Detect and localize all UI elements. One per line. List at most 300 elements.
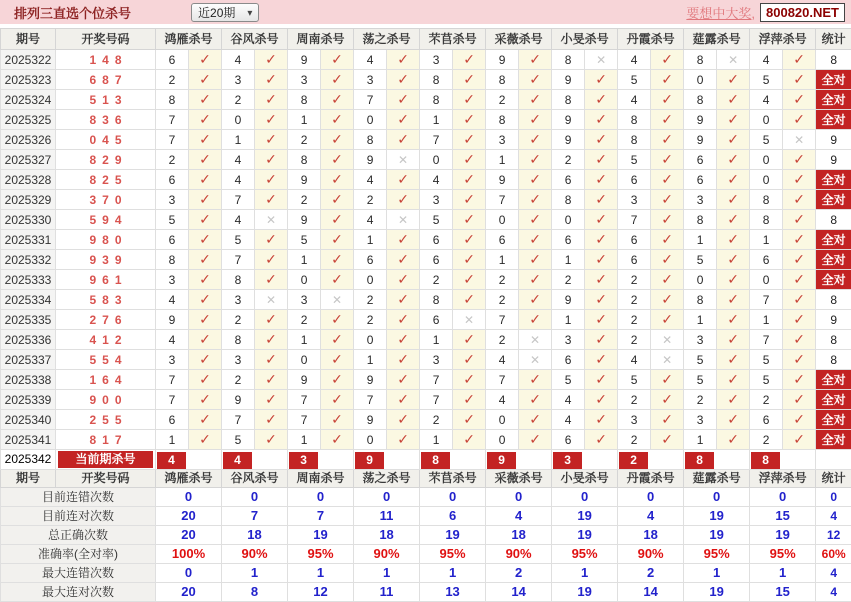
col-header-numbers: 开奖号码	[56, 29, 156, 50]
stat-count: 9	[816, 130, 851, 150]
check-icon: ✓	[595, 391, 607, 407]
mark-cell	[189, 130, 222, 150]
col-header-expert: 浮萍杀号	[750, 470, 816, 488]
current-kill-cell	[684, 450, 750, 470]
mark-cell	[585, 330, 618, 350]
stats-value: 90%	[618, 545, 684, 564]
kill-digit: 0	[750, 270, 783, 290]
mark-cell	[585, 430, 618, 450]
stat-count: 9	[816, 150, 851, 170]
check-icon: ✓	[661, 191, 673, 207]
mark-cell	[717, 330, 750, 350]
stats-row-label: 最大连错次数	[1, 564, 156, 583]
stats-value: 4	[618, 507, 684, 526]
col-header-numbers: 开奖号码	[56, 470, 156, 488]
range-select[interactable]	[191, 3, 259, 22]
mark-cell	[321, 230, 354, 250]
stats-value: 100%	[156, 545, 222, 564]
check-icon: ✓	[793, 71, 805, 87]
col-header-expert: 小旻杀号	[552, 29, 618, 50]
check-icon: ✓	[397, 51, 409, 67]
mark-cell	[255, 330, 288, 350]
range-select-value: 近20期	[198, 4, 235, 21]
check-icon: ✓	[661, 171, 673, 187]
kill-digit: 1	[156, 430, 189, 450]
check-icon: ✓	[199, 431, 211, 447]
kill-digit: 3	[156, 270, 189, 290]
current-kill-badge: 3	[553, 452, 582, 469]
cross-icon: ✕	[596, 53, 606, 67]
cross-icon: ✕	[662, 333, 672, 347]
current-kill-badge: 2	[619, 452, 648, 469]
check-icon: ✓	[727, 331, 739, 347]
check-icon: ✓	[595, 231, 607, 247]
mark-cell	[255, 430, 288, 450]
cross-icon: ✕	[464, 313, 474, 327]
winning-numbers: 554	[56, 350, 156, 370]
stats-value: 95%	[684, 545, 750, 564]
stats-value: 18	[222, 526, 288, 545]
mark-cell	[651, 330, 684, 350]
mark-cell	[387, 150, 420, 170]
mark-cell	[189, 370, 222, 390]
stats-value: 19	[684, 507, 750, 526]
check-icon: ✓	[793, 231, 805, 247]
col-header-expert: 芣苢杀号	[420, 29, 486, 50]
stats-value: 19	[684, 526, 750, 545]
kill-digit: 6	[156, 170, 189, 190]
kill-digit: 3	[618, 190, 651, 210]
mark-cell	[255, 390, 288, 410]
mark-cell	[189, 190, 222, 210]
period-cell: 2025341	[1, 430, 56, 450]
table-row	[1, 290, 851, 310]
mark-cell	[453, 130, 486, 150]
current-kill-badge: 4	[223, 452, 252, 469]
stats-value: 19	[552, 507, 618, 526]
kill-digit: 2	[420, 270, 453, 290]
mark-cell	[387, 70, 420, 90]
check-icon: ✓	[397, 71, 409, 87]
check-icon: ✓	[199, 111, 211, 127]
stats-value: 19	[684, 583, 750, 602]
stats-value: 12	[288, 583, 354, 602]
mark-cell	[717, 230, 750, 250]
check-icon: ✓	[331, 411, 343, 427]
cross-icon: ✕	[332, 293, 342, 307]
mark-cell	[453, 50, 486, 70]
kill-digit: 5	[618, 150, 651, 170]
kill-digit: 9	[552, 110, 585, 130]
check-icon: ✓	[529, 91, 541, 107]
check-icon: ✓	[397, 431, 409, 447]
cross-icon: ✕	[266, 213, 276, 227]
period-cell: 2025339	[1, 390, 56, 410]
kill-digit: 2	[750, 430, 783, 450]
mark-cell	[519, 90, 552, 110]
kill-digit: 1	[288, 330, 321, 350]
stats-total: 4	[816, 564, 851, 583]
kill-digit: 8	[750, 190, 783, 210]
kill-digit: 2	[618, 430, 651, 450]
stats-value: 90%	[222, 545, 288, 564]
stats-value: 6	[420, 507, 486, 526]
check-icon: ✓	[727, 431, 739, 447]
kill-digit: 3	[156, 190, 189, 210]
kill-digit: 7	[486, 190, 519, 210]
kill-digit: 2	[618, 390, 651, 410]
mark-cell	[651, 350, 684, 370]
stats-total: 4	[816, 507, 851, 526]
mark-cell	[783, 350, 816, 370]
col-header-expert: 丹霞杀号	[618, 470, 684, 488]
kill-digit: 9	[684, 130, 717, 150]
check-icon: ✓	[265, 231, 277, 247]
check-icon: ✓	[793, 191, 805, 207]
mark-cell	[453, 330, 486, 350]
mark-cell	[519, 290, 552, 310]
kill-digit: 1	[288, 430, 321, 450]
all-correct-badge: 全对	[816, 110, 851, 130]
kill-digit: 5	[618, 370, 651, 390]
kill-digit: 9	[222, 390, 255, 410]
all-correct-badge: 全对	[816, 230, 851, 250]
kill-digit: 7	[420, 130, 453, 150]
col-header-expert: 鸿雁杀号	[156, 470, 222, 488]
kill-digit: 9	[552, 70, 585, 90]
kill-digit: 9	[288, 50, 321, 70]
check-icon: ✓	[331, 371, 343, 387]
mark-cell	[519, 270, 552, 290]
mark-cell	[519, 390, 552, 410]
stats-row-label: 最大连对次数	[1, 583, 156, 602]
kill-digit: 5	[222, 430, 255, 450]
col-header-expert: 鸿雁杀号	[156, 29, 222, 50]
check-icon: ✓	[331, 111, 343, 127]
check-icon: ✓	[793, 291, 805, 307]
kill-digit: 6	[420, 230, 453, 250]
check-icon: ✓	[199, 131, 211, 147]
kill-digit: 1	[222, 130, 255, 150]
stats-value: 15	[750, 507, 816, 526]
promo-link[interactable]: 要想中大奖,	[686, 3, 755, 22]
kill-digit: 1	[552, 250, 585, 270]
check-icon: ✓	[595, 91, 607, 107]
check-icon: ✓	[199, 71, 211, 87]
mark-cell	[453, 250, 486, 270]
winning-numbers: 148	[56, 50, 156, 70]
mark-cell	[783, 130, 816, 150]
mark-cell	[321, 290, 354, 310]
kill-digit: 4	[552, 410, 585, 430]
mark-cell	[189, 50, 222, 70]
kill-digit: 7	[288, 390, 321, 410]
check-icon: ✓	[661, 371, 673, 387]
kill-digit: 6	[552, 430, 585, 450]
check-icon: ✓	[397, 411, 409, 427]
stats-value: 95%	[288, 545, 354, 564]
kill-digit: 8	[420, 290, 453, 310]
kill-digit: 8	[750, 210, 783, 230]
kill-digit: 8	[486, 110, 519, 130]
stats-value: 18	[618, 526, 684, 545]
cross-icon: ✕	[530, 333, 540, 347]
mark-cell	[585, 110, 618, 130]
col-header-expert: 谷风杀号	[222, 470, 288, 488]
kill-digit: 4	[354, 210, 387, 230]
check-icon: ✓	[331, 51, 343, 67]
winning-numbers: 961	[56, 270, 156, 290]
mark-cell	[387, 330, 420, 350]
mark-cell	[453, 190, 486, 210]
check-icon: ✓	[529, 391, 541, 407]
check-icon: ✓	[529, 411, 541, 427]
check-icon: ✓	[265, 131, 277, 147]
stat-count: 9	[816, 310, 851, 330]
check-icon: ✓	[793, 311, 805, 327]
col-header-expert: 芣苢杀号	[420, 470, 486, 488]
mark-cell	[321, 170, 354, 190]
check-icon: ✓	[595, 211, 607, 227]
winning-numbers: 045	[56, 130, 156, 150]
kill-digit: 1	[750, 230, 783, 250]
check-icon: ✓	[727, 91, 739, 107]
mark-cell	[255, 170, 288, 190]
mark-cell	[651, 130, 684, 150]
mark-cell	[717, 270, 750, 290]
mark-cell	[255, 150, 288, 170]
winning-numbers: 255	[56, 410, 156, 430]
check-icon: ✓	[199, 251, 211, 267]
table-row	[1, 310, 851, 330]
stats-row-label: 目前连对次数	[1, 507, 156, 526]
check-icon: ✓	[529, 111, 541, 127]
kill-digit: 8	[420, 70, 453, 90]
kill-digit: 4	[420, 170, 453, 190]
kill-digit: 4	[750, 50, 783, 70]
kill-digit: 0	[684, 270, 717, 290]
table-row	[1, 130, 851, 150]
check-icon: ✓	[727, 111, 739, 127]
cross-icon: ✕	[266, 293, 276, 307]
kill-digit: 0	[354, 430, 387, 450]
kill-digit: 6	[618, 170, 651, 190]
mark-cell	[585, 90, 618, 110]
mark-cell	[453, 230, 486, 250]
stats-value: 19	[288, 526, 354, 545]
check-icon: ✓	[595, 331, 607, 347]
period-cell: 2025326	[1, 130, 56, 150]
kill-digit: 5	[222, 230, 255, 250]
check-icon: ✓	[463, 91, 475, 107]
kill-digit: 8	[684, 50, 717, 70]
mark-cell	[717, 370, 750, 390]
kill-digit: 2	[354, 310, 387, 330]
kill-digit: 3	[684, 330, 717, 350]
cross-icon: ✕	[530, 353, 540, 367]
mark-cell	[189, 350, 222, 370]
col-header-expert: 丹霞杀号	[618, 29, 684, 50]
stats-total: 60%	[816, 545, 851, 564]
kill-digit: 2	[354, 190, 387, 210]
kill-digit: 2	[618, 310, 651, 330]
mark-cell	[519, 250, 552, 270]
mark-cell	[585, 130, 618, 150]
mark-cell	[321, 130, 354, 150]
kill-digit: 7	[156, 110, 189, 130]
col-header-period: 期号	[1, 470, 56, 488]
current-kill-cell	[288, 450, 354, 470]
kill-digit: 7	[222, 190, 255, 210]
mark-cell	[387, 350, 420, 370]
stats-row-label: 准确率(全对率)	[1, 545, 156, 564]
kill-digit: 6	[552, 230, 585, 250]
kill-digit: 2	[156, 150, 189, 170]
mark-cell	[387, 250, 420, 270]
kill-digit: 8	[288, 90, 321, 110]
winning-numbers: 164	[56, 370, 156, 390]
check-icon: ✓	[661, 391, 673, 407]
kill-digit: 4	[618, 350, 651, 370]
mark-cell	[783, 330, 816, 350]
kill-digit: 7	[156, 370, 189, 390]
kill-digit: 2	[486, 90, 519, 110]
check-icon: ✓	[397, 311, 409, 327]
check-icon: ✓	[463, 271, 475, 287]
kill-digit: 3	[552, 330, 585, 350]
check-icon: ✓	[397, 91, 409, 107]
mark-cell	[519, 310, 552, 330]
period-cell: 2025324	[1, 90, 56, 110]
mark-cell	[453, 150, 486, 170]
kill-digit: 0	[552, 210, 585, 230]
mark-cell	[453, 350, 486, 370]
mark-cell	[387, 90, 420, 110]
stats-value: 13	[420, 583, 486, 602]
col-header-expert: 小旻杀号	[552, 470, 618, 488]
mark-cell	[255, 290, 288, 310]
mark-cell	[255, 70, 288, 90]
stats-value: 14	[618, 583, 684, 602]
kill-digit: 3	[288, 290, 321, 310]
kill-digit: 8	[288, 150, 321, 170]
check-icon: ✓	[397, 231, 409, 247]
check-icon: ✓	[463, 351, 475, 367]
mark-cell	[189, 110, 222, 130]
winning-numbers: 412	[56, 330, 156, 350]
check-icon: ✓	[595, 111, 607, 127]
kill-digit: 0	[750, 170, 783, 190]
mark-cell	[783, 250, 816, 270]
winning-numbers: 370	[56, 190, 156, 210]
kill-digit: 1	[420, 330, 453, 350]
check-icon: ✓	[331, 431, 343, 447]
mark-cell	[783, 430, 816, 450]
kill-digit: 8	[486, 70, 519, 90]
kill-digit: 0	[354, 330, 387, 350]
kill-digit: 7	[156, 390, 189, 410]
mark-cell	[651, 410, 684, 430]
mark-cell	[387, 430, 420, 450]
all-correct-badge: 全对	[816, 70, 851, 90]
kill-digit: 5	[750, 70, 783, 90]
mark-cell	[321, 50, 354, 70]
col-header-expert: 采薇杀号	[486, 29, 552, 50]
kill-digit: 7	[420, 370, 453, 390]
check-icon: ✓	[199, 291, 211, 307]
check-icon: ✓	[793, 211, 805, 227]
mark-cell	[387, 210, 420, 230]
check-icon: ✓	[463, 211, 475, 227]
kill-digit: 5	[684, 370, 717, 390]
mark-cell	[519, 70, 552, 90]
winning-numbers: 825	[56, 170, 156, 190]
mark-cell	[585, 390, 618, 410]
stats-value: 0	[618, 488, 684, 507]
kill-digit: 1	[288, 250, 321, 270]
header-row	[1, 29, 851, 50]
stats-value: 7	[222, 507, 288, 526]
kill-digit: 8	[684, 90, 717, 110]
current-kill-cell	[618, 450, 684, 470]
mark-cell	[585, 370, 618, 390]
check-icon: ✓	[529, 131, 541, 147]
check-icon: ✓	[793, 91, 805, 107]
check-icon: ✓	[331, 351, 343, 367]
check-icon: ✓	[727, 251, 739, 267]
winning-numbers: 980	[56, 230, 156, 250]
kill-digit: 0	[750, 110, 783, 130]
period-cell: 2025327	[1, 150, 56, 170]
kill-digit: 8	[156, 90, 189, 110]
table-row	[1, 190, 851, 210]
mark-cell	[255, 50, 288, 70]
check-icon: ✓	[199, 351, 211, 367]
kill-digit: 6	[420, 310, 453, 330]
check-icon: ✓	[529, 231, 541, 247]
kill-digit: 7	[288, 410, 321, 430]
kill-digit: 8	[222, 330, 255, 350]
mark-cell	[717, 70, 750, 90]
check-icon: ✓	[331, 211, 343, 227]
col-header-stat: 统计	[816, 29, 851, 50]
kill-digit: 3	[222, 350, 255, 370]
chevron-down-icon	[247, 5, 252, 19]
kill-digit: 2	[618, 330, 651, 350]
stats-value: 19	[552, 526, 618, 545]
check-icon: ✓	[463, 411, 475, 427]
mark-cell	[453, 110, 486, 130]
check-icon: ✓	[199, 371, 211, 387]
kill-digit: 9	[288, 170, 321, 190]
mark-cell	[321, 270, 354, 290]
kill-digit: 1	[420, 430, 453, 450]
kill-digit: 6	[684, 170, 717, 190]
winning-numbers: 513	[56, 90, 156, 110]
mark-cell	[453, 370, 486, 390]
check-icon: ✓	[595, 351, 607, 367]
mark-cell	[519, 150, 552, 170]
mark-cell	[651, 210, 684, 230]
mark-cell	[651, 250, 684, 270]
check-icon: ✓	[793, 171, 805, 187]
kill-digit: 4	[222, 170, 255, 190]
kill-digit: 3	[354, 70, 387, 90]
check-icon: ✓	[265, 431, 277, 447]
check-icon: ✓	[661, 251, 673, 267]
mark-cell	[519, 430, 552, 450]
col-header-expert: 莚露杀号	[684, 470, 750, 488]
